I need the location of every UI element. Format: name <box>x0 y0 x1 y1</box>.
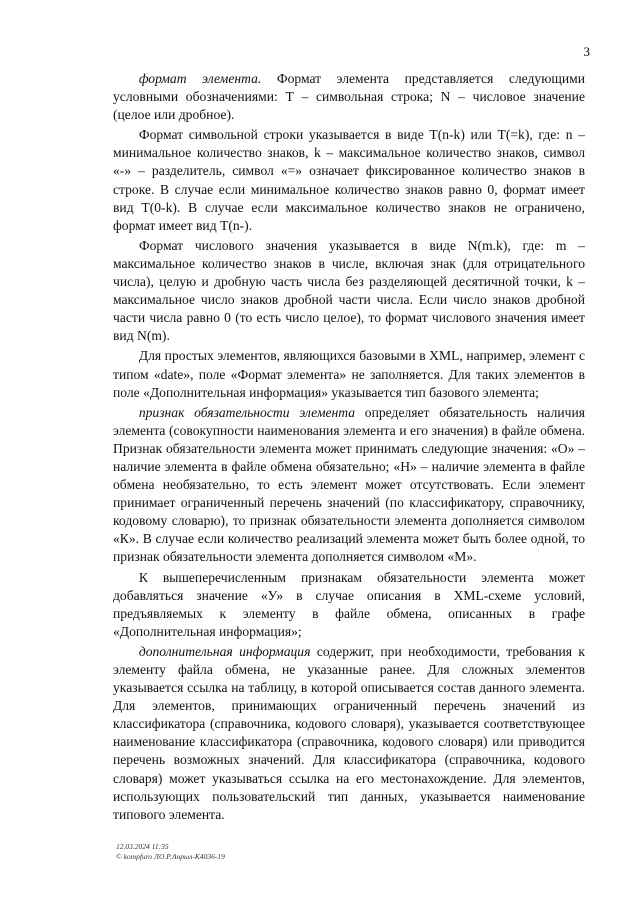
footer-document-id: © kompfuro ЛО.Р.Анрыл-К4036-19 <box>116 851 225 861</box>
paragraph-simple-elements <box>113 347 585 401</box>
page-number: 3 <box>583 44 590 59</box>
paragraph-text: Для простых элементов, являющихся базовыми в XML, например, элемент с типом «date», поле «Формат элемента» не заполняется. Для таких элементов в поле «Дополнительная информация» указывается тип базового элемента; <box>113 348 585 400</box>
term-mandatory-flag: признак обязательности элемента <box>138 404 356 420</box>
document-footer-stamp <box>116 842 225 861</box>
paragraph-text: К вышеперечисленным признакам обязательности элемента может добавляться значение «У» в случае описания в XML-схеме условий, предъявляемых к элементу в файле обмена, описанных в графе «Дополнительная информация»; <box>113 569 585 639</box>
paragraph-text: Формат символьной строки указывается в виде T(n-k) или T(=k), где: n – минимальное количество знаков, k – максимальное количество знаков, символ «-» – разделитель, символ «=» означает фиксированное количество знаков в строке. В случае если минимальное количество знаков равно 0, формат имеет вид T(0-k). В случае если максимальное количество знаков не ограничено, формат имеет вид T(n-). <box>113 127 585 233</box>
paragraph-mandatory-flag <box>113 404 585 567</box>
footer-timestamp: 12.03.2024 11:35 <box>116 842 169 851</box>
paragraph-numeric-format <box>113 237 585 346</box>
term-element-format: формат элемента. <box>138 71 262 86</box>
term-additional-info: дополнительная информация <box>138 643 311 659</box>
paragraph-additional-info <box>113 643 585 824</box>
paragraph-text: содержит, при необходимости, требования к элементу файла обмена, не указанные ранее. Для сложных элементов указывается ссылка на таблицу, в которой описывается состав данного элемента. Для элементов, принимающих ограниченный перечень значений из классификатора (справочника, кодового словаря), указывается соответствующее наименование классификатора (справочника, кодового словаря) или приводится перечень возможных значений. Для классификатора (справочника, кодового словаря) может указываться ссылка на его местонахождение. Для элементов, использующих пользовательский тип данных, указывается наименование типового элемента. <box>113 643 585 822</box>
paragraph-text: Формат элемента представляется следующими условными обозначениями: Т – символьная строка; N – числовое значение (целое или дробное). <box>113 71 586 123</box>
paragraph-text: определяет обязательность наличия элемента (совокупности наименования элемента и его значения) в файле обмена. Признак обязательности элемента может принимать следующие значения: «О» – наличие элемента в файле обмена обязательно; «Н» – наличие элемента в файле обмена необязательно, то есть элемент может отсутствовать. Если элемент принимает ограниченный перечень значений (по классификатору, справочнику, кодовому словарю), то признак обязательности элемента дополняется символом «К». В случае если количество реализаций элемента может быть более одной, то признак обязательности элемента дополняется символом «М». <box>113 404 586 565</box>
document-body <box>113 70 585 824</box>
paragraph-text: Формат числового значения указывается в виде N(m.k), где: m – максимальное количество знаков в числе, включая знак (для отрицательного числа), целую и дробную часть числа без разделяющей десятичной точки, k – максимальное число знаков дробной части числа. Если число знаков дробной части числа равно 0 (то есть число целое), то формат числового значения имеет вид N(m). <box>113 237 585 344</box>
paragraph-conditional-flag <box>113 569 585 641</box>
paragraph-string-format <box>113 126 585 235</box>
paragraph-element-format <box>113 70 585 124</box>
